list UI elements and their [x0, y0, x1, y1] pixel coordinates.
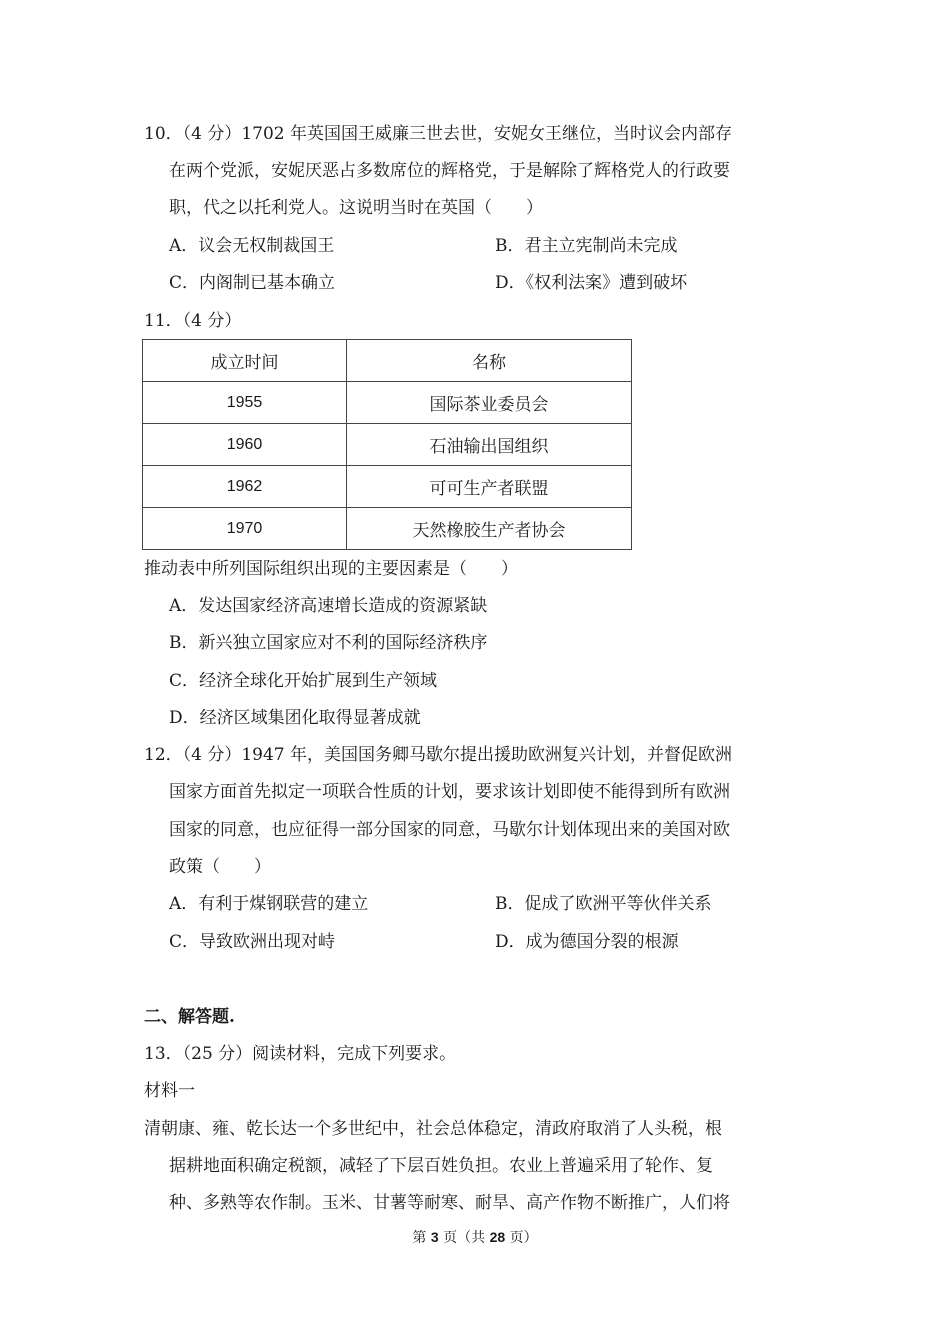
q11-table — [142, 339, 632, 550]
q10-line-1: 10．（4 分）1702 年英国国王威廉三世去世，安妮女王继位，当时议会内部存 — [144, 124, 733, 144]
q12-option-d: D．成为德国分裂的根源 — [495, 932, 679, 952]
table-cell-year: 1960 — [143, 424, 347, 466]
table-row — [143, 382, 632, 424]
q13-paragraph-line-2: 据耕地面积确定税额，减轻了下层百姓负担。农业上普遍采用了轮作、复 — [169, 1156, 713, 1176]
table-header-row — [143, 340, 632, 382]
q11-header: 11．（4 分） — [144, 311, 242, 331]
footer-suffix: 页） — [505, 1230, 538, 1246]
q10-option-a: A．议会无权制裁国王 — [169, 236, 335, 256]
footer-page-number: 3 — [430, 1229, 439, 1245]
q10-line-2: 在两个党派，安妮厌恶占多数席位的辉格党，于是解除了辉格党人的行政要 — [169, 161, 730, 181]
footer-prefix: 第 — [412, 1230, 431, 1246]
q11-option-c: C．经济全球化开始扩展到生产领域 — [169, 671, 438, 691]
page-footer — [0, 1227, 950, 1248]
q11-stem: 推动表中所列国际组织出现的主要因素是（ ） — [144, 559, 518, 579]
table-row — [143, 424, 632, 466]
footer-total-pages: 28 — [489, 1229, 506, 1245]
table-cell-year: 1970 — [143, 508, 347, 550]
table-cell-name: 国际茶业委员会 — [347, 382, 632, 424]
q11-option-b: B．新兴独立国家应对不利的国际经济秩序 — [169, 633, 488, 653]
q12-line-2: 国家方面首先拟定一项联合性质的计划，要求该计划即使不能得到所有欧洲 — [169, 782, 730, 802]
column-header-time: 成立时间 — [143, 340, 347, 382]
table-cell-name: 可可生产者联盟 — [347, 466, 632, 508]
q10-line-3: 职，代之以托利党人。这说明当时在英国（ ） — [169, 198, 543, 218]
q11-option-a: A．发达国家经济高速增长造成的资源紧缺 — [169, 596, 488, 616]
q12-line-4: 政策（ ） — [169, 857, 271, 877]
q10-option-c: C．内阁制已基本确立 — [169, 273, 336, 293]
q10-option-b: B．君主立宪制尚未完成 — [495, 236, 678, 256]
q13-material-label: 材料一 — [144, 1081, 195, 1101]
q11-option-d: D．经济区域集团化取得显著成就 — [169, 708, 421, 728]
section-title: 二、解答题. — [144, 1007, 235, 1027]
q12-option-a: A．有利于煤钢联营的建立 — [169, 894, 369, 914]
q12-option-b: B．促成了欧洲平等伙伴关系 — [495, 894, 712, 914]
table-cell-name: 天然橡胶生产者协会 — [347, 508, 632, 550]
q13-paragraph-line-3: 种、多熟等农作制。玉米、甘薯等耐寒、耐旱、高产作物不断推广，人们将 — [169, 1193, 730, 1213]
table-cell-year: 1962 — [143, 466, 347, 508]
table-row — [143, 508, 632, 550]
q10-option-d: D．《权利法案》遭到破坏 — [495, 273, 688, 293]
column-header-name: 名称 — [347, 340, 632, 382]
q13-line-1: 13．（25 分）阅读材料，完成下列要求。 — [144, 1044, 457, 1064]
table-cell-year: 1955 — [143, 382, 347, 424]
q12-option-c: C．导致欧洲出现对峙 — [169, 932, 336, 952]
q12-line-3: 国家的同意，也应征得一部分国家的同意，马歇尔计划体现出来的美国对欧 — [169, 820, 730, 840]
table-cell-name: 石油输出国组织 — [347, 424, 632, 466]
footer-middle: 页（共 — [438, 1230, 490, 1246]
q13-paragraph-line-1: 清朝康、雍、乾长达一个多世纪中，社会总体稳定，清政府取消了人头税，根 — [144, 1119, 722, 1139]
q12-line-1: 12．（4 分）1947 年，美国国务卿马歇尔提出援助欧洲复兴计划，并督促欧洲 — [144, 745, 733, 765]
table-row — [143, 466, 632, 508]
